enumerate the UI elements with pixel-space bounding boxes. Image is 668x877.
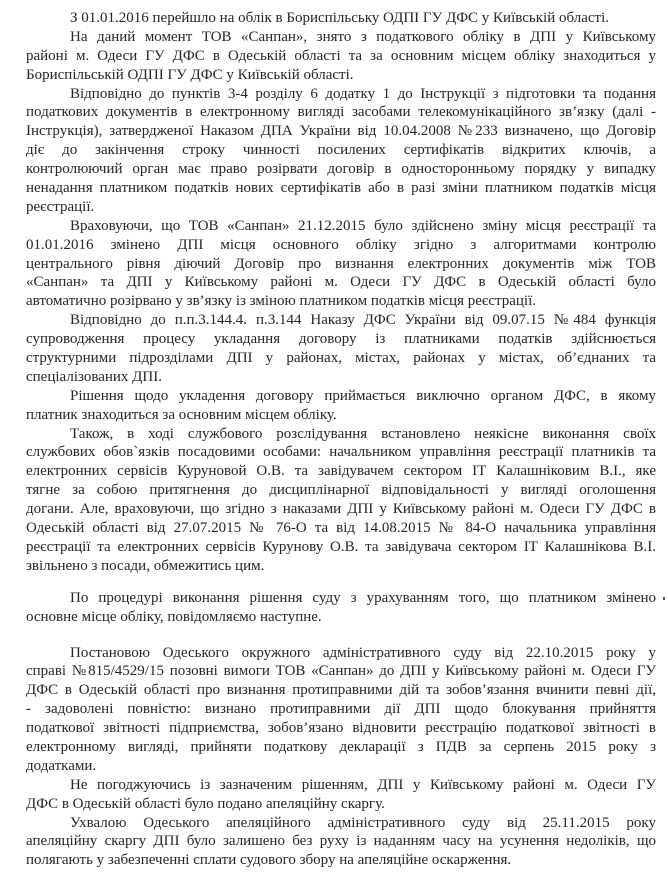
paragraph	[26, 28, 656, 85]
paragraph	[26, 589, 656, 627]
text-line: Постановою Одеського окружного адміністративного суду від 22.10.2015 року у	[70, 644, 656, 661]
text-line: Враховуючи, що ТОВ «Санпан» 21.12.2015 було здійснено зміну місця реєстрації та	[70, 217, 656, 234]
document-page	[26, 9, 656, 870]
paragraph	[26, 387, 656, 425]
paragraph	[26, 814, 656, 871]
text-line: Відповідно до п.п.3.144.4. п.3.144 Наказу ДФС України від 09.07.15 №484 функція	[70, 312, 656, 329]
paragraph	[26, 425, 656, 576]
paragraph	[26, 311, 656, 387]
text-line: платник знаходиться за основним місцем обліку.	[26, 406, 337, 423]
text-line: справі №815/4529/15 позовні вимоги ТОВ «Санпан» до ДПІ у Київському районі м. Одеси ГУ	[26, 663, 656, 680]
paragraph	[26, 776, 656, 814]
paragraph	[26, 9, 656, 28]
text-line: полягають у забезпеченні сплати судового збору на апеляційне оскарження.	[26, 852, 512, 869]
text-line: електронному вигляді, прийняти податкову декларації з ПДВ за серпень 2015 року з	[26, 738, 656, 755]
text-line: районі м. Одеси ГУ ДФС в Одеській області та за основним місцем обліку знаходиться у	[26, 47, 656, 64]
text-line: контролюючий орган має право розірвати договір в односторонньому порядку у випадку	[26, 161, 656, 178]
text-line: Рішення щодо укладення договору приймається виключно органом ДФС, в якому	[70, 387, 656, 404]
text-line: Бориспільській ОДПІ ГУ ДФС у Київській області.	[26, 66, 354, 83]
text-line: діє до закінчення строку чинності посилених сертифікатів відкритих ключів, а	[26, 142, 656, 159]
paragraph	[26, 644, 656, 776]
text-line: Відповідно до пунктів 3-4 розділу 6 додатку 1 до Інструкції з підготовки та подання	[70, 85, 656, 102]
text-line: «Санпан» та ДПІ у Київському районі м. Одеси ГУ ДФС в Одеській області було	[26, 274, 656, 291]
text-line: додатками.	[26, 757, 97, 774]
text-line: основне місце обліку, повідомляємо наступне.	[26, 608, 322, 625]
text-line: автоматично розірвано у зв’язку із зміною платником податків місця реєстрації.	[26, 293, 536, 310]
text-line: Ухвалою Одеського апеляційного адміністративного суду від 25.11.2015 року	[70, 814, 656, 831]
text-line: звільнено з посади, обмежитись цим.	[26, 557, 265, 574]
text-line: Інструкція), затвердженої Наказом ДПА України від 10.04.2008 №233 визначено, що Договір	[26, 123, 656, 140]
paragraph	[26, 217, 656, 311]
text-line: 01.01.2016 змінено ДПІ місця основного обліку згідно з алгоритмами контролю	[26, 236, 656, 253]
text-line: На даний момент ТОВ «Санпан», знято з податкового обліку в ДПІ у Київському	[70, 28, 656, 45]
text-line: реєстрації.	[26, 198, 95, 215]
paragraph	[26, 85, 656, 217]
text-line: службових обов`язків посадовими особами: начальником управління реєстрації платників та	[26, 444, 656, 461]
text-line: Також, в ході службового розслідування встановлено неякісне виконання своїх	[70, 425, 656, 442]
text-line: податкової звітності підприємства, зобов’язано відновити реєстрацію податкової звітності в	[26, 720, 656, 737]
text-line: - задоволені повністю: визнано протиправними дії ДПІ щодо блокування прийняття	[26, 701, 656, 718]
text-line: реєстрації та електронних сервісів Курунову О.В. та завідувача сектором ІТ Калашнікова В.І.	[26, 538, 656, 555]
text-line: догани. Але, враховуючи, що згідно з наказами ДПІ у Київському районі м. Одеси ГУ ДФС в	[26, 501, 656, 518]
text-line: структурними підрозділами ДПІ у районах, містах, районах у містах, об’єднаних та	[26, 350, 656, 367]
text-line: спеціалізованих ДПІ.	[26, 368, 162, 385]
text-line: податкових документів в електронному вигляді засобами телекомунікаційного зв’язку (далі -	[26, 104, 656, 121]
text-line: тягне за собою притягнення до дисциплінарної відповідальності у вигляді оголошення	[26, 482, 656, 499]
text-line: електронних сервісів Куруновой О.В. та завідувачем сектором ІТ Калашніковим В.І., яке	[26, 463, 656, 480]
text-line: З 01.01.2016 перейшло на облік в Бориспільську ОДПІ ГУ ДФС у Київській області.	[70, 10, 610, 26]
text-line: Одеській області від 27.07.2015 № 76-О та від 14.08.2015 № 84-О начальника управління	[26, 520, 656, 537]
text-line: супроводження процесу укладання договору із платниками податків здійснюється	[26, 331, 656, 348]
text-line: центрального рівня діючий Договір про визнання електронних документів між ТОВ	[26, 255, 656, 272]
scan-mark	[663, 597, 665, 600]
text-line: Не погоджуючись із зазначеним рішенням, ДПІ у Київському районі м. Одеси ГУ	[70, 776, 656, 793]
text-line: ДФС в Одеській області про визнання протиправними дій та зобов’язання вчинити певні дії,	[26, 682, 656, 699]
text-line: ненадання платником податків нових сертифікатів або в разі зміни платником податків місця	[26, 180, 656, 197]
text-line: По процедурі виконання рішення суду з урахуванням того, що платником змінено	[70, 589, 656, 606]
text-line: ДФС в Одеській області було подано апеляційну скаргу.	[26, 795, 385, 812]
text-line: апеляційну скаргу ДПІ було залишено без руху із наданням часу на усунення недоліків, що	[26, 833, 656, 850]
